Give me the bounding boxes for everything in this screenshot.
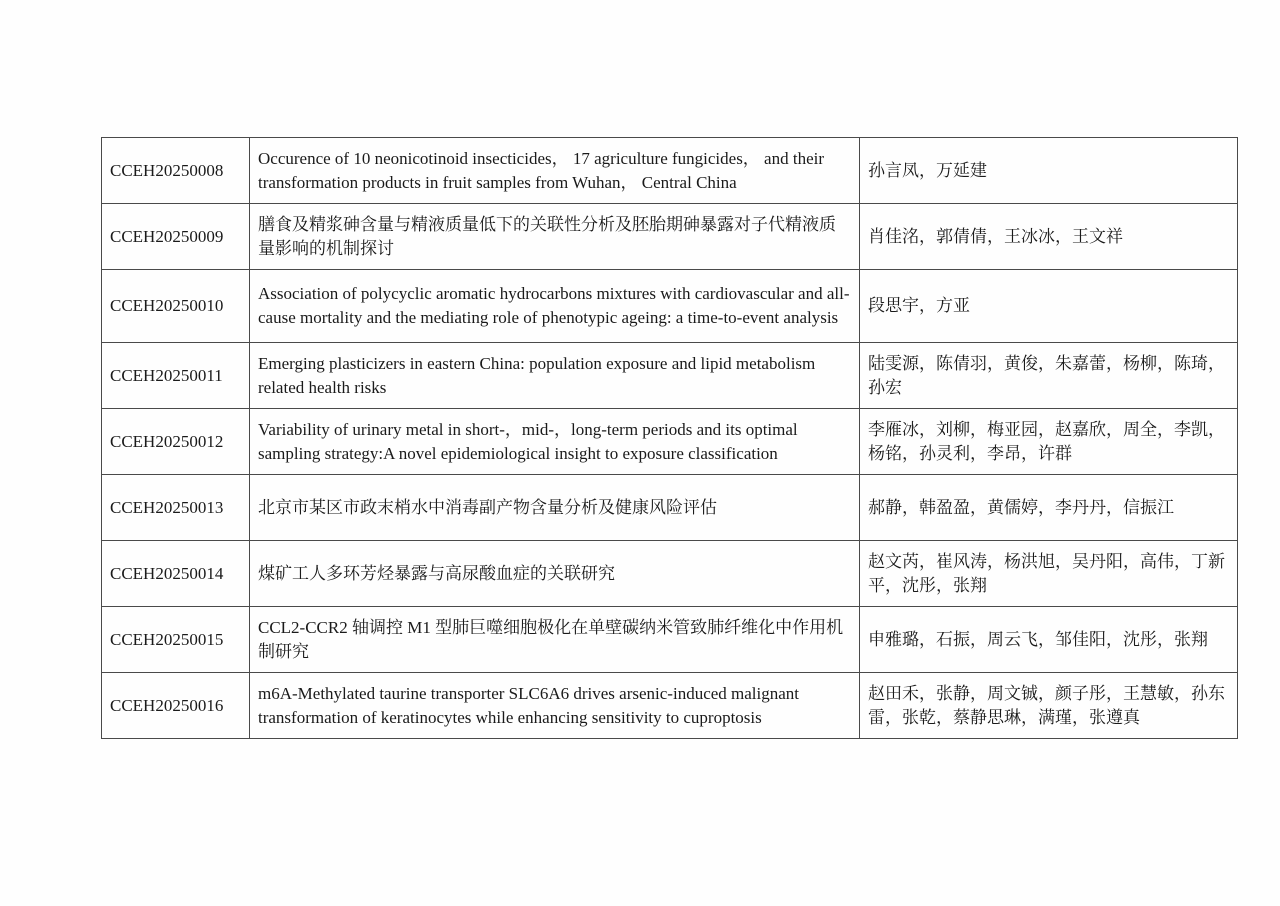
submission-authors: 申雅璐，石振，周云飞，邹佳阳，沈彤，张翔 xyxy=(860,607,1238,673)
submission-authors: 段思宇，方亚 xyxy=(860,270,1238,343)
table-row xyxy=(102,673,1238,739)
submission-title: 北京市某区市政末梢水中消毒副产物含量分析及健康风险评估 xyxy=(250,475,860,541)
table-row xyxy=(102,409,1238,475)
submission-authors: 李雁冰，刘柳，梅亚园，赵嘉欣，周全，李凯，杨铭，孙灵利，李昂，许群 xyxy=(860,409,1238,475)
submission-table xyxy=(101,137,1238,739)
submission-id: CCEH20250009 xyxy=(102,204,250,270)
submission-authors: 赵田禾，张静，周文铖，颜子彤，王慧敏，孙东雷，张乾，蔡静思琳，满瑾，张遵真 xyxy=(860,673,1238,739)
submission-authors: 肖佳洺，郭倩倩，王冰冰，王文祥 xyxy=(860,204,1238,270)
table-row xyxy=(102,541,1238,607)
submission-id: CCEH20250016 xyxy=(102,673,250,739)
submission-title: 煤矿工人多环芳烃暴露与高尿酸血症的关联研究 xyxy=(250,541,860,607)
table-row xyxy=(102,204,1238,270)
submission-id: CCEH20250008 xyxy=(102,138,250,204)
submission-title: m6A-Methylated taurine transporter SLC6A6 drives arsenic-induced malignant transformation of keratinocytes while enhancing sensitivity to cuproptosis xyxy=(250,673,860,739)
submission-title: Variability of urinary metal in short-，mid-，long-term periods and its optimal sampling strategy:A novel epidemiological insight to exposure classification xyxy=(250,409,860,475)
table-row xyxy=(102,607,1238,673)
submission-title: 膳食及精浆砷含量与精液质量低下的关联性分析及胚胎期砷暴露对子代精液质量影响的机制探讨 xyxy=(250,204,860,270)
submission-title: CCL2-CCR2 轴调控 M1 型肺巨噬细胞极化在单壁碳纳米管致肺纤维化中作用机制研究 xyxy=(250,607,860,673)
table-row xyxy=(102,343,1238,409)
submission-id: CCEH20250013 xyxy=(102,475,250,541)
submission-authors: 郝静，韩盈盈，黄儒婷，李丹丹，信振江 xyxy=(860,475,1238,541)
submission-authors: 孙言凤，万延建 xyxy=(860,138,1238,204)
table-row xyxy=(102,138,1238,204)
table-row xyxy=(102,270,1238,343)
submission-id: CCEH20250015 xyxy=(102,607,250,673)
submission-title: Emerging plasticizers in eastern China: population exposure and lipid metabolism related health risks xyxy=(250,343,860,409)
submission-authors: 陆雯源，陈倩羽，黄俊，朱嘉蕾，杨柳，陈琦，孙宏 xyxy=(860,343,1238,409)
table-row xyxy=(102,475,1238,541)
submission-id: CCEH20250010 xyxy=(102,270,250,343)
submission-id: CCEH20250012 xyxy=(102,409,250,475)
submission-title: Occurence of 10 neonicotinoid insecticides， 17 agriculture fungicides， and their transformation products in fruit samples from Wuhan， Central China xyxy=(250,138,860,204)
submission-title: Association of polycyclic aromatic hydrocarbons mixtures with cardiovascular and all-cause mortality and the mediating role of phenotypic ageing: a time-to-event analysis xyxy=(250,270,860,343)
submission-authors: 赵文芮，崔风涛，杨洪旭，吴丹阳，高伟，丁新平，沈彤，张翔 xyxy=(860,541,1238,607)
submission-id: CCEH20250014 xyxy=(102,541,250,607)
submission-id: CCEH20250011 xyxy=(102,343,250,409)
